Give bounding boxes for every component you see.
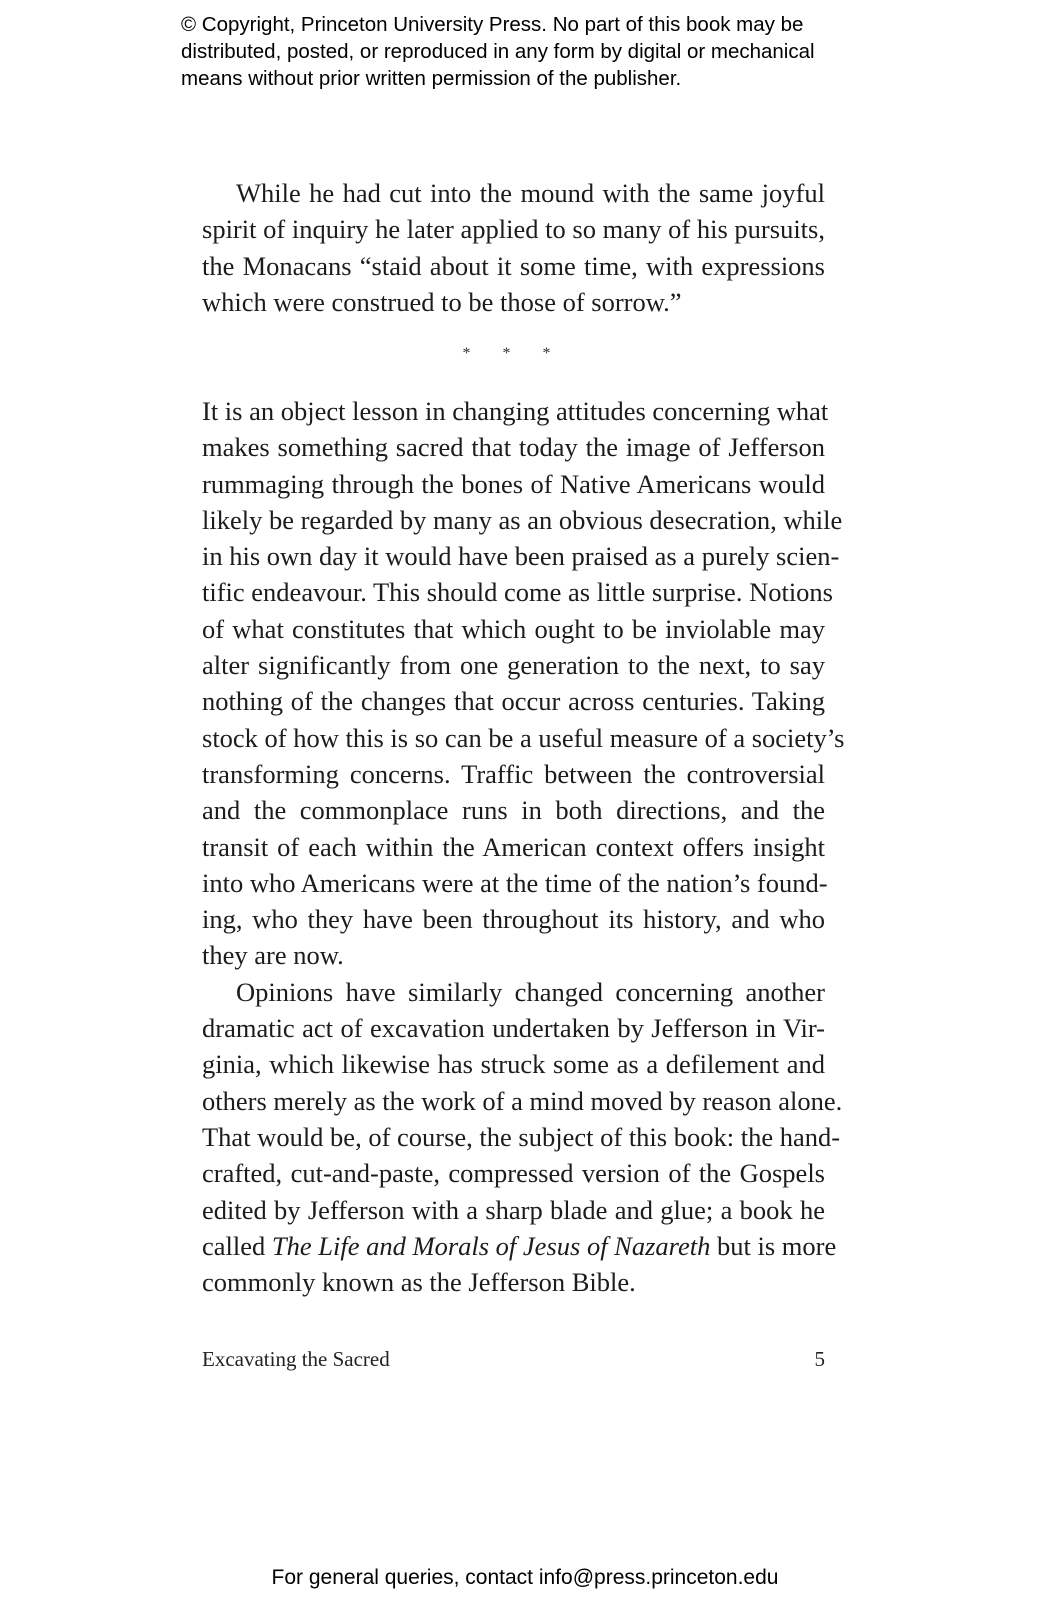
text-line: dramatic act of excavation undertaken by Jefferson in Vir- <box>202 1013 825 1044</box>
text-line: nothing of the changes that occur across centuries. Taking <box>202 686 825 717</box>
text-line: rummaging through the bones of Native Americans would <box>202 468 825 499</box>
text-line: That would be, of course, the subject of this book: the hand- <box>202 1121 841 1152</box>
text-line: tific endeavour. This should come as little surprise. Notions <box>202 577 833 608</box>
text-line: into who Americans were at the time of the nation’s found- <box>202 867 828 898</box>
paragraph-3 <box>202 974 843 1301</box>
page-number: 5 <box>814 1347 825 1371</box>
text-line: of what constitutes that which ought to be inviolable may <box>202 613 825 644</box>
text-line <box>202 1228 837 1264</box>
contact-line: For general queries, contact info@press.princeton.edu <box>271 1566 779 1589</box>
copyright-line: © Copyright, Princeton University Press. No part of this book may be <box>181 13 804 36</box>
text-line: commonly known as the Jefferson Bible. <box>202 1267 636 1298</box>
text-line: stock of how this is so can be a useful measure of a society’s <box>202 722 845 753</box>
copyright-line: distributed, posted, or reproduced in any form by digital or mechanical <box>181 40 815 63</box>
body-text <box>202 393 845 1300</box>
text-line: edited by Jefferson with a sharp blade and glue; a book he <box>202 1194 825 1225</box>
paragraph-2 <box>202 393 845 974</box>
book-title: The Life and Morals of Jesus of Nazareth <box>271 1230 711 1261</box>
copyright-notice <box>181 11 881 92</box>
text-line: they are now. <box>202 940 344 971</box>
text-line: It is an object lesson in changing attitudes concerning what <box>202 396 829 426</box>
copyright-line: means without prior written permission of the publisher. <box>181 67 682 90</box>
text-line: crafted, cut-and-paste, compressed version of the Gospels <box>202 1158 825 1189</box>
text-line: transit of each within the American context offers insight <box>202 831 825 862</box>
text-line: transforming concerns. Traffic between the controversial <box>202 758 825 789</box>
text-line: Opinions have similarly changed concerning another <box>236 976 825 1007</box>
text-run: but is more <box>710 1230 837 1261</box>
text-line: likely be regarded by many as an obvious desecration, while <box>202 504 843 535</box>
text-run: called <box>202 1230 272 1261</box>
text-line: others merely as the work of a mind moved by reason alone. <box>202 1085 843 1116</box>
running-title: Excavating the Sacred <box>202 1347 390 1371</box>
text-line: ing, who they have been throughout its history, and who <box>202 904 825 935</box>
text-line: ginia, which likewise has struck some as a defilement and <box>202 1049 825 1080</box>
text-line: and the commonplace runs in both directions, and the <box>202 795 825 826</box>
section-break: * * * <box>462 345 565 362</box>
text-line: While he had cut into the mound with the same joyful <box>236 178 825 208</box>
text-line: alter significantly from one generation to the next, to say <box>202 650 825 681</box>
text-line: the Monacans “staid about it some time, with expressions <box>202 250 825 281</box>
text-line: in his own day it would have been praised as a purely scien- <box>202 541 840 572</box>
paragraph-1 <box>202 175 825 320</box>
text-line: makes something sacred that today the image of Jefferson <box>202 432 825 463</box>
text-line: which were construed to be those of sorrow.” <box>202 286 682 317</box>
text-line: spirit of inquiry he later applied to so many of his pursuits, <box>202 214 825 245</box>
